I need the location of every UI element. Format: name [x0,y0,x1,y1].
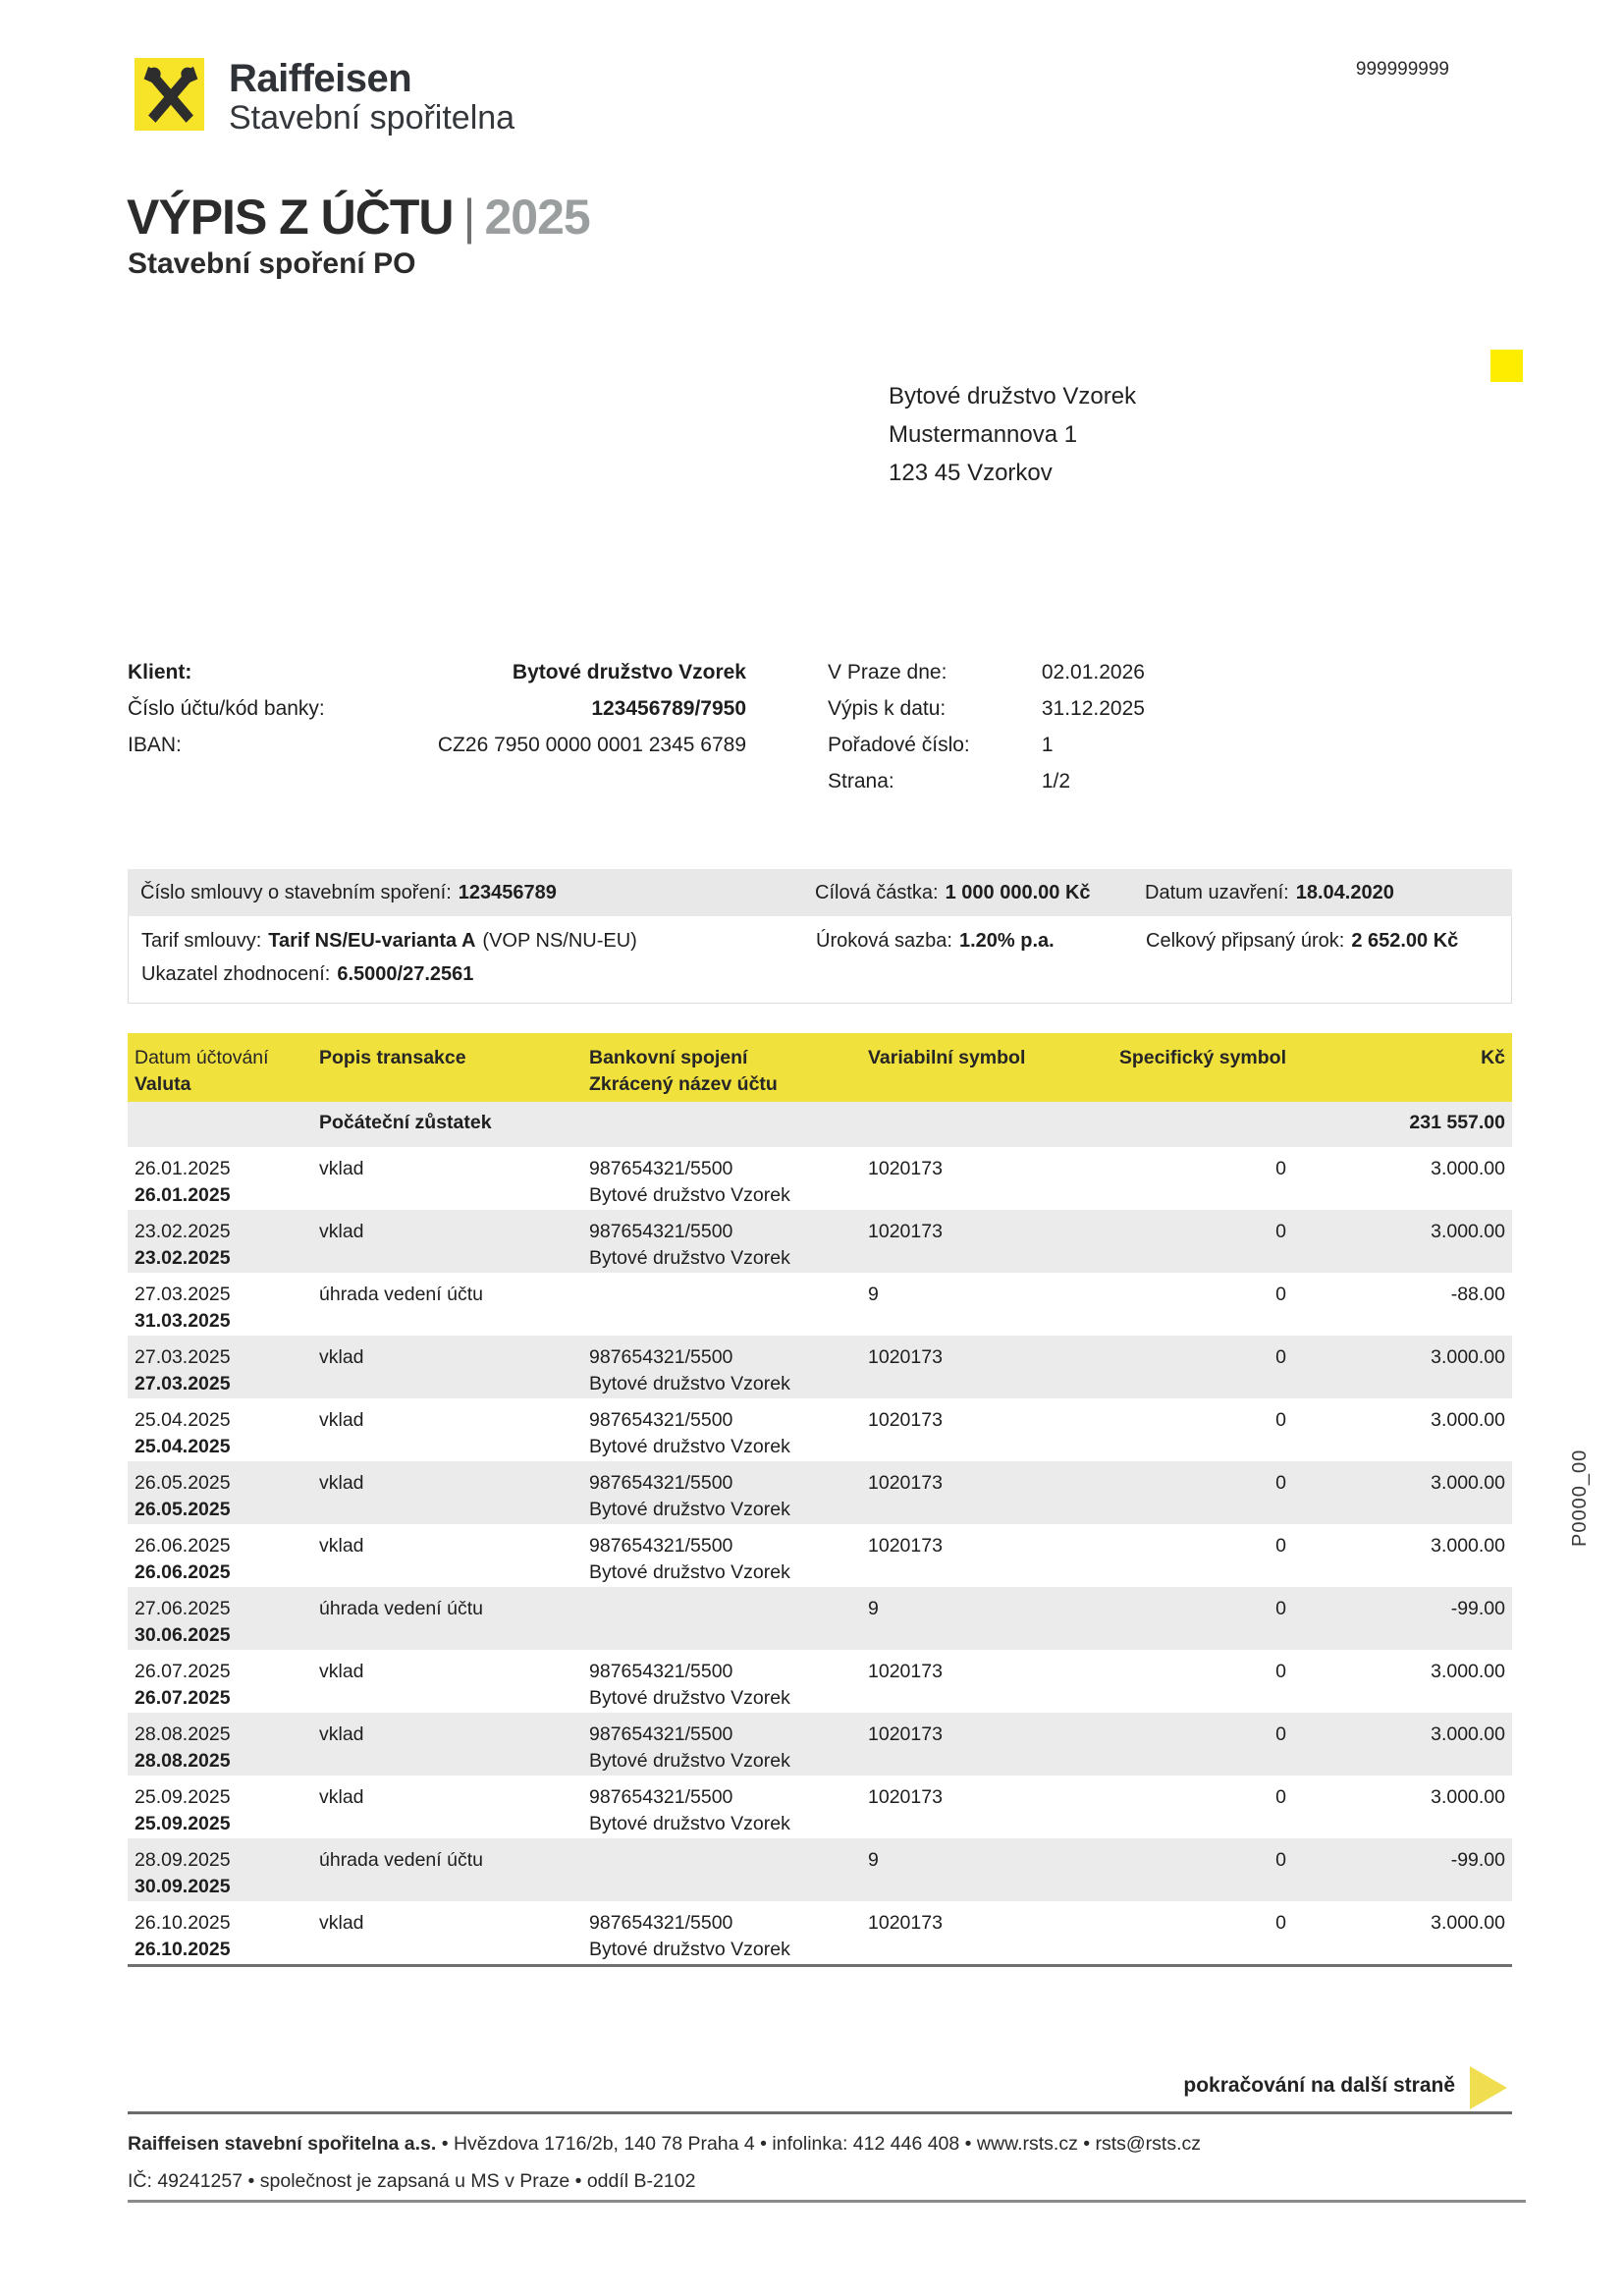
counterparty-account: 987654321/5500 [589,1535,733,1557]
cell-description: úhrada vedení účtu [319,1849,483,1871]
cell-dates [128,1847,312,1901]
value-date: 25.04.2025 [135,1436,231,1457]
table-row [128,1273,1512,1336]
page-bottom-rule [128,2200,1526,2203]
table-row [128,1461,1512,1524]
col-bank-label: Bankovní spojení [589,1047,748,1068]
cell-dates [128,1910,312,1964]
table-row [128,1147,1512,1210]
cell-amount: 3.000.00 [1431,1912,1505,1934]
rate-cell [816,924,1146,991]
counterparty-account: 987654321/5500 [589,1409,733,1431]
contract-date-value: 18.04.2020 [1295,881,1394,903]
opening-balance-amount: 231 557.00 [1409,1112,1505,1133]
posting-date: 26.05.2025 [135,1472,231,1494]
counterparty-name: Bytové družstvo Vzorek [589,1436,790,1457]
meta-row [828,654,1145,690]
cell-bank [582,1156,861,1210]
client-value: Bytové družstvo Vzorek [512,661,746,683]
tariff-label: Tarif smlouvy: [141,930,262,952]
cell-specific-symbol: 0 [1275,1598,1286,1619]
col-desc-header [312,1045,582,1102]
statement-date-value: 31.12.2025 [1041,697,1145,720]
counterparty-name: Bytové družstvo Vzorek [589,1247,790,1269]
cell-description: vklad [319,1912,364,1934]
iban-label: IBAN: [128,734,182,756]
counterparty-account: 987654321/5500 [589,1661,733,1682]
posting-date: 23.02.2025 [135,1221,231,1242]
footer-registration-line: IČ: 49241257 • společnost je zapsaná u MS v Praze • oddíl B-2102 [128,2170,696,2192]
title-divider: | [462,190,475,245]
transactions-table [128,1033,1512,1967]
meta-row [828,727,1145,763]
cell-bank [582,1722,861,1776]
opening-balance-label: Počáteční zůstatek [319,1112,492,1133]
table-row [128,1650,1512,1713]
counterparty-name: Bytové družstvo Vzorek [589,1939,790,1960]
cell-dates [128,1470,312,1524]
cell-amount: 3.000.00 [1431,1535,1505,1557]
col-date-label: Datum účtování [135,1047,269,1068]
cell-variable-symbol: 1020173 [868,1158,943,1179]
cell-specific-symbol: 0 [1275,1472,1286,1494]
cell-specific-symbol: 0 [1275,1912,1286,1934]
contract-number-value: 123456789 [458,881,557,903]
cell-description: vklad [319,1786,364,1808]
cell-variable-symbol: 1020173 [868,1472,943,1494]
cell-description: vklad [319,1472,364,1494]
cell-amount: 3.000.00 [1431,1346,1505,1368]
cell-amount: 3.000.00 [1431,1409,1505,1431]
brand-subtitle: Stavební spořitelna [229,99,515,137]
statement-meta [828,654,1145,799]
cell-amount: -99.00 [1450,1598,1505,1619]
interest-label: Celkový připsaný úrok: [1146,930,1345,952]
page-value: 1/2 [1041,770,1071,793]
target-amount [815,882,1145,904]
cell-variable-symbol: 1020173 [868,1346,943,1368]
client-row [128,727,746,763]
client-label: Klient: [128,661,192,683]
tariff-note: (VOP NS/NU-EU) [482,930,637,952]
col-ss-header [1108,1045,1291,1102]
value-date: 26.10.2025 [135,1939,231,1960]
posting-date: 28.09.2025 [135,1849,231,1871]
value-date: 30.09.2025 [135,1876,231,1897]
brand-block [135,57,514,136]
cell-amount: 3.000.00 [1431,1786,1505,1808]
cell-description: úhrada vedení účtu [319,1284,483,1305]
cell-bank [582,1910,861,1964]
contract-head [128,869,1512,916]
target-amount-label: Cílová částka: [815,881,939,903]
page-title [127,189,590,246]
value-date: 26.06.2025 [135,1561,231,1583]
print-code: P0000_00 [1569,1449,1591,1547]
indicator-line [141,957,816,991]
posting-date: 26.10.2025 [135,1912,231,1934]
cell-variable-symbol: 1020173 [868,1912,943,1934]
footer-company-name: Raiffeisen stavební spořitelna a.s. [128,2133,437,2155]
transactions [128,1147,1512,1967]
cell-variable-symbol: 1020173 [868,1786,943,1808]
title-year: 2025 [484,190,590,245]
contract-date-label: Datum uzavření: [1145,881,1289,903]
cell-description: vklad [319,1535,364,1557]
cell-amount: 3.000.00 [1431,1661,1505,1682]
counterparty-account: 987654321/5500 [589,1472,733,1494]
table-row [128,1524,1512,1587]
posting-date: 28.08.2025 [135,1723,231,1745]
value-date: 26.01.2025 [135,1184,231,1206]
page-label: Strana: [828,770,894,793]
cell-variable-symbol: 1020173 [868,1661,943,1682]
cell-dates [128,1407,312,1461]
counterparty-account: 987654321/5500 [589,1221,733,1242]
col-bank-header [582,1045,861,1102]
counterparty-account: 987654321/5500 [589,1158,733,1179]
client-info [128,654,746,763]
cell-bank [582,1784,861,1838]
raiffeisen-gable-cross-icon [135,57,207,132]
counterparty-account: 987654321/5500 [589,1723,733,1745]
account-label: Číslo účtu/kód banky: [128,697,325,720]
posting-date: 27.03.2025 [135,1284,231,1305]
col-desc-label: Popis transakce [319,1047,466,1068]
client-row [128,690,746,727]
cell-bank [582,1282,861,1336]
cell-variable-symbol: 1020173 [868,1535,943,1557]
continuation-note: pokračování na další straně [1183,2074,1455,2097]
interest-value: 2 652.00 Kč [1351,930,1459,952]
cell-variable-symbol: 1020173 [868,1409,943,1431]
cell-specific-symbol: 0 [1275,1158,1286,1179]
table-row [128,1838,1512,1901]
table-row [128,1713,1512,1776]
contract-date [1145,882,1512,904]
cell-dates [128,1596,312,1650]
recipient-name: Bytové družstvo Vzorek [889,383,1137,410]
brand-text [229,57,514,136]
cell-bank [582,1596,861,1650]
table-header [128,1033,1512,1102]
table-row [128,1587,1512,1650]
footer-contact-info: • Hvězdova 1716/2b, 140 78 Praha 4 • infolinka: 412 446 408 • www.rsts.cz • rsts@rsts.cz [436,2133,1202,2155]
rate-label: Úroková sazba: [816,930,952,952]
cell-amount: 3.000.00 [1431,1221,1505,1242]
title-text: VÝPIS Z ÚČTU [127,190,454,245]
interest-cell [1146,924,1511,991]
col-bank2-label: Zkrácený název účtu [589,1073,778,1095]
cell-dates [128,1533,312,1587]
col-amount-label: Kč [1481,1047,1505,1068]
contract-body [129,916,1511,1003]
counterparty-name: Bytové družstvo Vzorek [589,1561,790,1583]
cell-variable-symbol: 9 [868,1598,879,1619]
counterparty-name: Bytové družstvo Vzorek [589,1373,790,1394]
cell-specific-symbol: 0 [1275,1535,1286,1557]
table-row [128,1901,1512,1964]
document-number: 999999999 [1355,59,1449,80]
recipient-city: 123 45 Vzorkov [889,460,1053,486]
col-date-header [128,1045,312,1102]
rate-value: 1.20% p.a. [958,930,1055,952]
posting-date: 26.07.2025 [135,1661,231,1682]
issue-date-value: 02.01.2026 [1041,661,1145,683]
table-row [128,1398,1512,1461]
cell-amount: 3.000.00 [1431,1472,1505,1494]
sequence-label: Pořadové číslo: [828,734,970,756]
col-vs-label: Variabilní symbol [868,1047,1026,1068]
cell-bank [582,1847,861,1901]
indicator-label: Ukazatel zhodnocení: [141,963,331,985]
meta-row [828,690,1145,727]
col-vs-header [861,1045,1108,1102]
cell-specific-symbol: 0 [1275,1661,1286,1682]
col-ss-label: Specifický symbol [1118,1047,1286,1068]
footer-divider [128,2111,1512,2114]
counterparty-account: 987654321/5500 [589,1912,733,1934]
cell-amount: -99.00 [1450,1849,1505,1871]
recipient-address [889,377,1136,492]
cell-description: vklad [319,1158,364,1179]
cell-dates [128,1156,312,1210]
counterparty-name: Bytové družstvo Vzorek [589,1750,790,1772]
footer-company-line [128,2133,1201,2156]
cell-bank [582,1219,861,1273]
cell-specific-symbol: 0 [1275,1409,1286,1431]
opening-balance-row [128,1102,1512,1147]
value-date: 30.06.2025 [135,1624,231,1646]
value-date: 28.08.2025 [135,1750,231,1772]
contract-number [128,882,815,904]
cell-amount: 3.000.00 [1431,1723,1505,1745]
cell-bank [582,1659,861,1713]
sequence-value: 1 [1041,734,1054,756]
cell-description: vklad [319,1409,364,1431]
cell-dates [128,1344,312,1398]
cell-variable-symbol: 1020173 [868,1221,943,1242]
posting-date: 27.03.2025 [135,1346,231,1368]
posting-date: 26.06.2025 [135,1535,231,1557]
counterparty-account: 987654321/5500 [589,1346,733,1368]
target-amount-value: 1 000 000.00 Kč [945,881,1091,903]
cell-dates [128,1659,312,1713]
issue-date-label: V Praze dne: [828,661,947,683]
posting-date: 25.04.2025 [135,1409,231,1431]
cell-description: úhrada vedení účtu [319,1598,483,1619]
value-date: 23.02.2025 [135,1247,231,1269]
table-row [128,1210,1512,1273]
cell-description: vklad [319,1221,364,1242]
iban-value: CZ26 7950 0000 0001 2345 6789 [437,734,746,756]
cell-specific-symbol: 0 [1275,1786,1286,1808]
next-page-arrow-icon [1470,2066,1507,2109]
posting-date: 27.06.2025 [135,1598,231,1619]
cell-dates [128,1722,312,1776]
value-date: 26.05.2025 [135,1499,231,1520]
cell-dates [128,1219,312,1273]
counterparty-account: 987654321/5500 [589,1786,733,1808]
counterparty-name: Bytové družstvo Vzorek [589,1813,790,1834]
value-date: 27.03.2025 [135,1373,231,1394]
cell-specific-symbol: 0 [1275,1723,1286,1745]
brand-title: Raiffeisen [229,57,412,100]
client-row [128,654,746,690]
table-row [128,1776,1512,1838]
cell-bank [582,1470,861,1524]
cell-variable-symbol: 1020173 [868,1723,943,1745]
cell-specific-symbol: 0 [1275,1284,1286,1305]
cell-dates [128,1282,312,1336]
contract-box [128,869,1512,1004]
value-date: 26.07.2025 [135,1687,231,1709]
counterparty-name: Bytové družstvo Vzorek [589,1499,790,1520]
indicator-value: 6.5000/27.2561 [337,963,474,985]
cell-description: vklad [319,1661,364,1682]
cell-bank [582,1407,861,1461]
posting-date: 26.01.2025 [135,1158,231,1179]
tariff-line [141,924,816,957]
cell-variable-symbol: 9 [868,1849,879,1871]
counterparty-name: Bytové družstvo Vzorek [589,1687,790,1709]
product-subtitle: Stavební spoření PO [128,247,416,280]
fold-mark [1490,350,1523,382]
cell-bank [582,1533,861,1587]
recipient-street: Mustermannova 1 [889,421,1078,448]
posting-date: 25.09.2025 [135,1786,231,1808]
col-amount-header [1291,1045,1512,1102]
account-value: 123456789/7950 [591,697,746,720]
cell-dates [128,1784,312,1838]
meta-row [828,763,1145,799]
col-valuta-label: Valuta [135,1073,191,1095]
cell-description: vklad [319,1723,364,1745]
counterparty-name: Bytové družstvo Vzorek [589,1184,790,1206]
cell-specific-symbol: 0 [1275,1221,1286,1242]
cell-specific-symbol: 0 [1275,1849,1286,1871]
tariff-value: Tarif NS/EU-varianta A [268,930,476,952]
cell-specific-symbol: 0 [1275,1346,1286,1368]
tariff-cell [129,924,816,991]
contract-number-label: Číslo smlouvy o stavebním spoření: [140,881,452,903]
cell-description: vklad [319,1346,364,1368]
cell-variable-symbol: 9 [868,1284,879,1305]
statement-date-label: Výpis k datu: [828,697,947,720]
cell-amount: -88.00 [1450,1284,1505,1305]
value-date: 31.03.2025 [135,1310,231,1332]
value-date: 25.09.2025 [135,1813,231,1834]
cell-amount: 3.000.00 [1431,1158,1505,1179]
table-row [128,1336,1512,1398]
cell-bank [582,1344,861,1398]
